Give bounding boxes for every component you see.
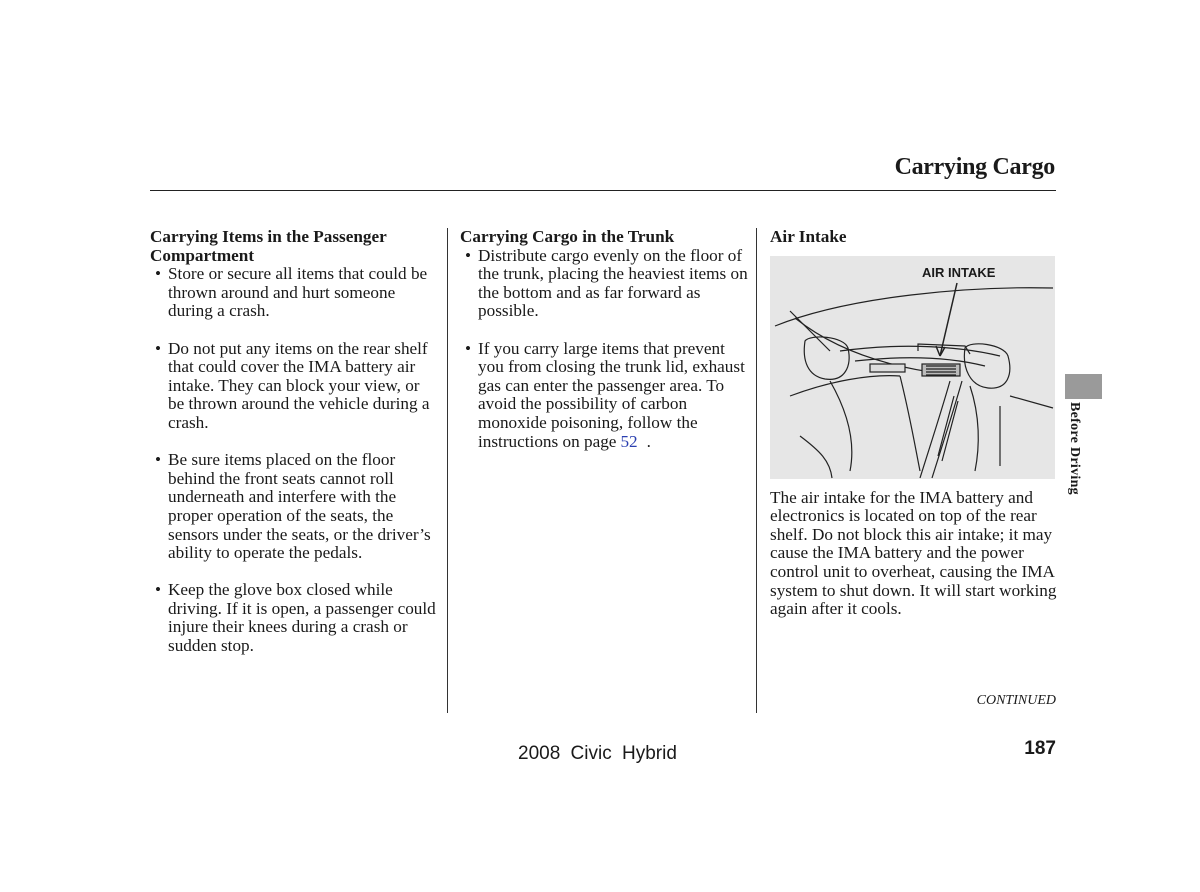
rear-shelf-illustration — [770, 256, 1055, 479]
list-item: • Keep the glove box closed while driving. If it is open, a passenger could injure their knees during a crash or sudden stop. — [150, 581, 440, 655]
continued-label: CONTINUED — [976, 693, 1056, 708]
bullet-list — [460, 247, 752, 452]
page-link[interactable]: 52 — [620, 431, 638, 451]
column-divider — [756, 228, 757, 713]
section-heading: Carrying Cargo in the Trunk — [460, 227, 675, 246]
list-item: • Distribute cargo evenly on the floor of the trunk, placing the heaviest items on the bottom and as far forward as possible. — [460, 247, 752, 321]
list-item: • Do not put any items on the rear shelf that could cover the IMA battery air intake. They can block your view, or be thrown around the vehicle during a crash. — [150, 340, 440, 433]
column-trunk — [460, 228, 752, 470]
page-title: Carrying Cargo — [894, 154, 1055, 180]
list-item: • Store or secure all items that could be thrown around and hurt someone during a crash. — [150, 265, 440, 321]
list-item-text: If you carry large items that prevent you from closing the trunk lid, exhaust gas can enter the passenger area. To avoid the possibility of carbon monoxide poisoning, follow the instructions on page — [478, 338, 745, 451]
list-item — [460, 340, 752, 452]
heading-line2: Compartment — [150, 245, 255, 265]
list-item: • Be sure items placed on the floor behind the front seats cannot roll underneath and interfere with the proper operation of the seats, the sensors under the seats, or the driver’s ability to operate the pedals. — [150, 451, 440, 563]
title-rule — [150, 190, 1056, 191]
figure-label: AIR INTAKE — [922, 264, 996, 280]
column-passenger-compartment — [150, 228, 440, 674]
section-tab-marker — [1065, 374, 1102, 399]
page-number: 187 — [1024, 738, 1056, 759]
column-air-intake — [770, 228, 1060, 619]
air-intake-figure — [770, 256, 1055, 479]
section-heading — [150, 228, 440, 265]
section-heading: Air Intake — [770, 227, 847, 246]
footer-model: 2008 Civic Hybrid — [518, 743, 677, 764]
column-divider — [447, 228, 448, 713]
section-tab-label: Before Driving — [1067, 402, 1082, 495]
heading-line1: Carrying Items in the Passenger — [150, 227, 387, 246]
list-item-end: . — [646, 431, 651, 451]
bullet-list — [150, 265, 440, 655]
air-intake-body: The air intake for the IMA battery and electronics is located on top of the rear shelf. Do not block this air intake; it may cause the IMA battery and the power control unit to overheat, causing the IMA system to shut down. It will start working again after it cools. — [770, 487, 1057, 619]
